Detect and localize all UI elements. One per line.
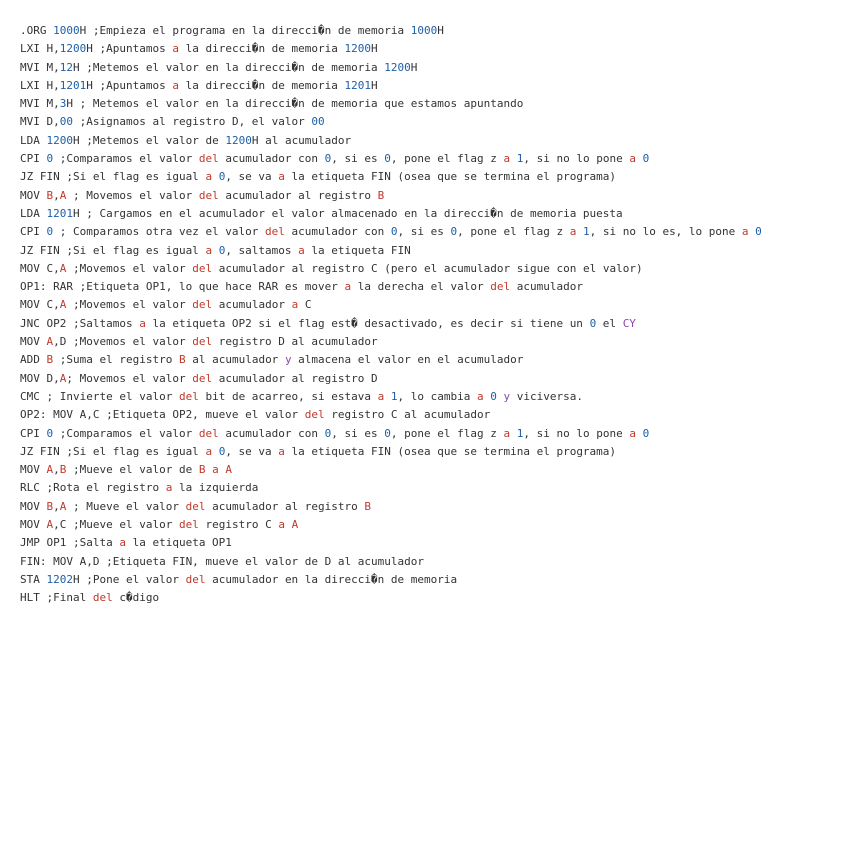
text-token: HLT ;Final <box>20 591 93 605</box>
code-line <box>20 77 840 95</box>
code-line <box>20 205 840 223</box>
text-token: la etiqueta FIN (osea que se termina el programa) <box>284 444 617 458</box>
number-token: 1202 <box>46 572 73 586</box>
text-token: MOV <box>20 463 47 477</box>
text-token: acumulador <box>510 280 583 294</box>
code-line <box>20 351 840 369</box>
code-line <box>20 461 840 479</box>
keyword-token: a <box>741 225 749 239</box>
code-line <box>20 59 840 77</box>
keyword-token: a <box>278 444 285 458</box>
keyword-token: a <box>291 298 299 312</box>
text-token: CPI <box>20 152 47 166</box>
code-line <box>20 132 840 150</box>
code-line <box>20 333 840 351</box>
code-line <box>20 95 840 113</box>
text-token: al acumulador <box>185 353 285 367</box>
text-token: MOV <box>20 188 47 202</box>
keyword-token: a <box>205 444 213 458</box>
text-token: CPI <box>20 225 47 239</box>
text-token: MVI M, <box>20 97 60 111</box>
code-line <box>20 296 840 314</box>
keyword-token: a <box>205 170 213 184</box>
text-token: H ; Cargamos en el acumulador el valor almacenado en la direcci�n de memoria puesta <box>73 206 623 220</box>
number-token: 1000 <box>53 24 80 37</box>
text-token: , si no lo pone <box>523 152 630 166</box>
text-token: la etiqueta FIN (osea que se termina el programa) <box>284 170 617 184</box>
text-token: H <box>371 42 378 56</box>
number-token: 1200 <box>344 42 372 56</box>
keyword-alt-token: y <box>503 389 511 403</box>
code-line <box>20 370 840 388</box>
keyword-token: a <box>503 426 511 440</box>
number-token: 0 <box>218 243 226 257</box>
text-token <box>212 445 219 458</box>
number-token: 0 <box>390 225 398 239</box>
keyword-token: del <box>192 371 213 385</box>
text-token: , se va <box>225 444 279 458</box>
number-token: 1 <box>516 426 524 440</box>
text-token <box>384 390 391 403</box>
text-token: JNC OP2 ;Saltamos <box>20 316 140 330</box>
text-token: MVI D, <box>20 115 60 129</box>
keyword-token: A <box>46 518 54 532</box>
number-token: 0 <box>589 316 597 330</box>
number-token: 1201 <box>46 206 73 220</box>
keyword-token: A <box>46 335 54 349</box>
number-token: 0 <box>46 426 54 440</box>
keyword-token: A <box>291 518 299 532</box>
code-line <box>20 242 840 260</box>
code-line <box>20 315 840 333</box>
text-token <box>636 427 643 440</box>
keyword-token: a <box>629 152 636 166</box>
text-token: ;Comparamos el valor <box>53 426 199 440</box>
keyword-token: a <box>278 170 285 184</box>
number-token: 0 <box>642 426 650 440</box>
text-token: registro C <box>198 518 279 532</box>
code-line <box>20 479 840 497</box>
code-line <box>20 553 840 571</box>
text-token: CMC ; Invierte el valor <box>20 389 179 403</box>
code-line <box>20 516 840 534</box>
text-token: , pone el flag z <box>390 426 504 440</box>
text-token: , si es <box>397 225 451 239</box>
text-token: H ; Metemos el valor en la direcci�n de memoria que estamos apuntando <box>66 97 524 111</box>
keyword-token: a <box>569 225 577 239</box>
text-token: la derecha el valor <box>351 280 491 294</box>
number-token: 0 <box>46 152 54 166</box>
text-token: , lo cambia <box>397 389 477 403</box>
number-token: 0 <box>384 426 391 440</box>
text-token: OP2: MOV A,C ;Etiqueta OP2, mueve el valor <box>20 408 305 422</box>
text-token: registro C al acumulador <box>324 408 491 422</box>
code-line <box>20 278 840 296</box>
keyword-token: B <box>377 188 385 202</box>
code-line <box>20 443 840 461</box>
text-token <box>510 152 517 165</box>
number-token: 3 <box>59 97 67 111</box>
keyword-token: A <box>46 463 54 477</box>
text-token <box>212 170 219 183</box>
text-token: JZ FIN ;Si el flag es igual <box>20 170 206 184</box>
number-token: 0 <box>218 170 226 184</box>
text-token: ,C ;Mueve el valor <box>53 518 179 532</box>
text-token: c�digo <box>112 591 160 605</box>
text-token: ,D ;Movemos el valor <box>53 335 193 349</box>
keyword-token: del <box>185 499 206 513</box>
code-line <box>20 113 840 131</box>
text-token: ;Asignamos al registro D, el valor <box>73 115 312 129</box>
keyword-token: A <box>225 463 232 477</box>
keyword-token: A <box>59 499 67 513</box>
text-token: acumulador en la direcci�n de memoria <box>205 572 458 586</box>
keyword-token: B <box>178 353 186 367</box>
keyword-token: a <box>139 316 146 330</box>
code-line <box>20 406 840 424</box>
text-token: MOV <box>20 499 47 513</box>
number-token: 1000 <box>410 24 438 37</box>
keyword-token: a <box>172 78 179 92</box>
text-token: la etiqueta FIN <box>304 243 411 257</box>
keyword-token: B <box>46 353 54 367</box>
text-token: ; Movemos el valor <box>66 188 199 202</box>
number-token: 0 <box>46 225 54 239</box>
text-token: H <box>437 24 444 37</box>
text-token: CPI <box>20 426 47 440</box>
keyword-token: del <box>265 225 285 239</box>
text-token: .ORG <box>20 24 54 37</box>
code-line <box>20 260 840 278</box>
keyword-token: a <box>278 518 285 532</box>
number-token: 1200 <box>384 60 411 74</box>
text-token: ;Comparamos el valor <box>53 152 199 166</box>
text-token: , <box>53 188 60 202</box>
number-token: 0 <box>324 152 332 166</box>
number-token: 0 <box>218 444 226 458</box>
keyword-token: a <box>377 389 385 403</box>
text-token: JZ FIN ;Si el flag es igual <box>20 243 206 257</box>
text-token: , pone el flag z <box>390 152 504 166</box>
text-token: la direcci�n de memoria <box>178 42 345 56</box>
text-token: ; Movemos el valor <box>66 371 193 385</box>
text-token: bit de acarreo, si estava <box>198 389 378 403</box>
text-token: ;Movemos el valor <box>66 298 193 312</box>
text-token: , saltamos <box>225 243 299 257</box>
keyword-token: del <box>92 591 113 605</box>
code-line <box>20 40 840 58</box>
text-token: H ;Pone el valor <box>73 572 186 586</box>
text-token: ;Movemos el valor <box>66 261 193 275</box>
text-token: MOV C, <box>20 298 60 312</box>
code-line <box>20 571 840 589</box>
keyword-token: del <box>178 518 199 532</box>
number-token: 1 <box>516 152 524 166</box>
text-token: H ;Metemos el valor de <box>73 133 226 147</box>
keyword-token: B <box>198 463 206 477</box>
code-listing <box>20 22 840 608</box>
keyword-token: B <box>46 499 54 513</box>
text-token: acumulador al registro <box>218 188 378 202</box>
code-line <box>20 187 840 205</box>
code-line <box>20 589 840 607</box>
number-token: 1200 <box>46 133 73 147</box>
keyword-token: del <box>198 426 219 440</box>
text-token <box>510 427 517 440</box>
text-token <box>212 244 219 257</box>
text-token: MOV C, <box>20 261 60 275</box>
text-token: LXI H, <box>20 78 60 92</box>
number-token: 0 <box>450 225 458 239</box>
text-token: H ;Apuntamos <box>86 78 173 92</box>
text-token: C <box>298 298 312 312</box>
text-token <box>576 225 583 238</box>
keyword-token: a <box>212 463 219 477</box>
keyword-token: B <box>364 499 372 513</box>
keyword-token: A <box>59 261 67 275</box>
text-token <box>497 390 504 403</box>
text-token: LDA <box>20 206 47 220</box>
text-token: almacena el valor en el acumulador <box>291 353 524 367</box>
keyword-token: del <box>304 408 325 422</box>
text-token: la izquierda <box>172 481 259 495</box>
number-token: 1201 <box>344 78 372 92</box>
text-token: LXI H, <box>20 42 60 56</box>
code-line <box>20 388 840 406</box>
text-token: el <box>596 316 623 330</box>
keyword-token: del <box>192 335 213 349</box>
text-token: la direcci�n de memoria <box>178 78 345 92</box>
keyword-token: B <box>59 463 67 477</box>
keyword-token: A <box>59 188 67 202</box>
keyword-token: a <box>119 536 126 550</box>
keyword-token: del <box>198 152 219 166</box>
text-token: H <box>371 78 378 92</box>
code-line <box>20 425 840 443</box>
keyword-token: a <box>477 389 484 403</box>
text-token: acumulador al registro <box>205 499 365 513</box>
text-token: LDA <box>20 133 47 147</box>
text-token: MVI M, <box>20 60 60 74</box>
keyword-token: del <box>185 572 206 586</box>
text-token: acumulador con <box>218 426 325 440</box>
keyword-alt-token: CY <box>622 316 636 330</box>
number-token: 00 <box>311 115 325 129</box>
keyword-token: a <box>298 243 305 257</box>
code-line <box>20 150 840 168</box>
keyword-token: a <box>172 42 179 56</box>
text-token: la etiqueta OP1 <box>125 536 232 550</box>
number-token: 0 <box>324 426 332 440</box>
text-token: ADD <box>20 353 47 367</box>
text-token: JZ FIN ;Si el flag es igual <box>20 444 206 458</box>
keyword-token: del <box>192 298 213 312</box>
text-token: JMP OP1 ;Salta <box>20 536 120 550</box>
text-token: acumulador <box>212 298 292 312</box>
number-token: 1201 <box>59 78 87 92</box>
number-token: 1 <box>390 389 398 403</box>
keyword-token: del <box>192 261 213 275</box>
text-token: H <box>410 60 418 74</box>
number-token: 0 <box>384 152 391 166</box>
text-token: acumulador con <box>284 225 391 239</box>
number-token: 1200 <box>225 133 252 147</box>
text-token: , <box>53 463 60 477</box>
text-token: ;Mueve el valor de <box>66 463 199 477</box>
keyword-token: del <box>490 280 511 294</box>
code-line <box>20 498 840 516</box>
text-token: MOV <box>20 335 47 349</box>
text-token: H ;Empieza el programa en la direcci�n de memoria <box>79 24 411 37</box>
keyword-token: a <box>165 481 173 495</box>
text-token: la etiqueta OP2 si el flag est� desactivado, es decir si tiene un <box>145 316 590 330</box>
keyword-token: a <box>629 426 636 440</box>
text-token: MOV <box>20 518 47 532</box>
text-token: , si no lo es, lo pone <box>589 225 742 239</box>
text-token: H al acumulador <box>251 133 352 147</box>
text-token: viciversa. <box>510 389 583 403</box>
text-token: , si es <box>331 426 385 440</box>
keyword-token: a <box>503 152 511 166</box>
keyword-token: a <box>344 280 352 294</box>
text-token: , <box>53 499 60 513</box>
text-token: OP1: RAR ;Etiqueta OP1, lo que hace RAR es mover <box>20 280 345 294</box>
text-token: , si no lo pone <box>523 426 630 440</box>
number-token: 0 <box>490 389 497 403</box>
text-token: acumulador al registro D <box>212 371 378 385</box>
text-token: ;Suma el registro <box>53 353 179 367</box>
text-token: FIN: MOV A,D ;Etiqueta FIN, mueve el valor de D al acumulador <box>20 554 424 568</box>
code-line <box>20 22 840 40</box>
text-token: , pone el flag z <box>457 225 570 239</box>
text-token: acumulador con <box>218 152 325 166</box>
text-token: acumulador al registro C (pero el acumulador sigue con el valor) <box>212 261 643 275</box>
text-token: , se va <box>225 170 279 184</box>
text-token: MOV D, <box>20 371 60 385</box>
text-token: ; Comparamos otra vez el valor <box>53 225 266 239</box>
keyword-token: del <box>198 188 219 202</box>
text-token: H ;Apuntamos <box>86 42 173 56</box>
keyword-alt-token: y <box>284 353 292 367</box>
number-token: 00 <box>59 115 73 129</box>
text-token: , si es <box>331 152 385 166</box>
keyword-token: del <box>178 389 199 403</box>
number-token: 0 <box>642 152 650 166</box>
number-token: 0 <box>755 225 762 239</box>
text-token: registro D al acumulador <box>212 335 378 349</box>
text-token <box>636 152 643 165</box>
code-line <box>20 168 840 186</box>
text-token <box>285 518 292 531</box>
number-token: 1 <box>582 225 590 239</box>
text-token: STA <box>20 572 47 586</box>
code-line <box>20 223 840 241</box>
keyword-token: B <box>46 188 54 202</box>
keyword-token: A <box>59 298 67 312</box>
text-token: RLC ;Rota el registro <box>20 481 166 495</box>
text-token: H ;Metemos el valor en la direcci�n de memoria <box>73 60 385 74</box>
number-token: 1200 <box>59 42 87 56</box>
code-line <box>20 534 840 552</box>
keyword-token: a <box>205 243 213 257</box>
text-token: ; Mueve el valor <box>66 499 186 513</box>
keyword-token: A <box>59 371 67 385</box>
number-token: 12 <box>59 60 73 74</box>
